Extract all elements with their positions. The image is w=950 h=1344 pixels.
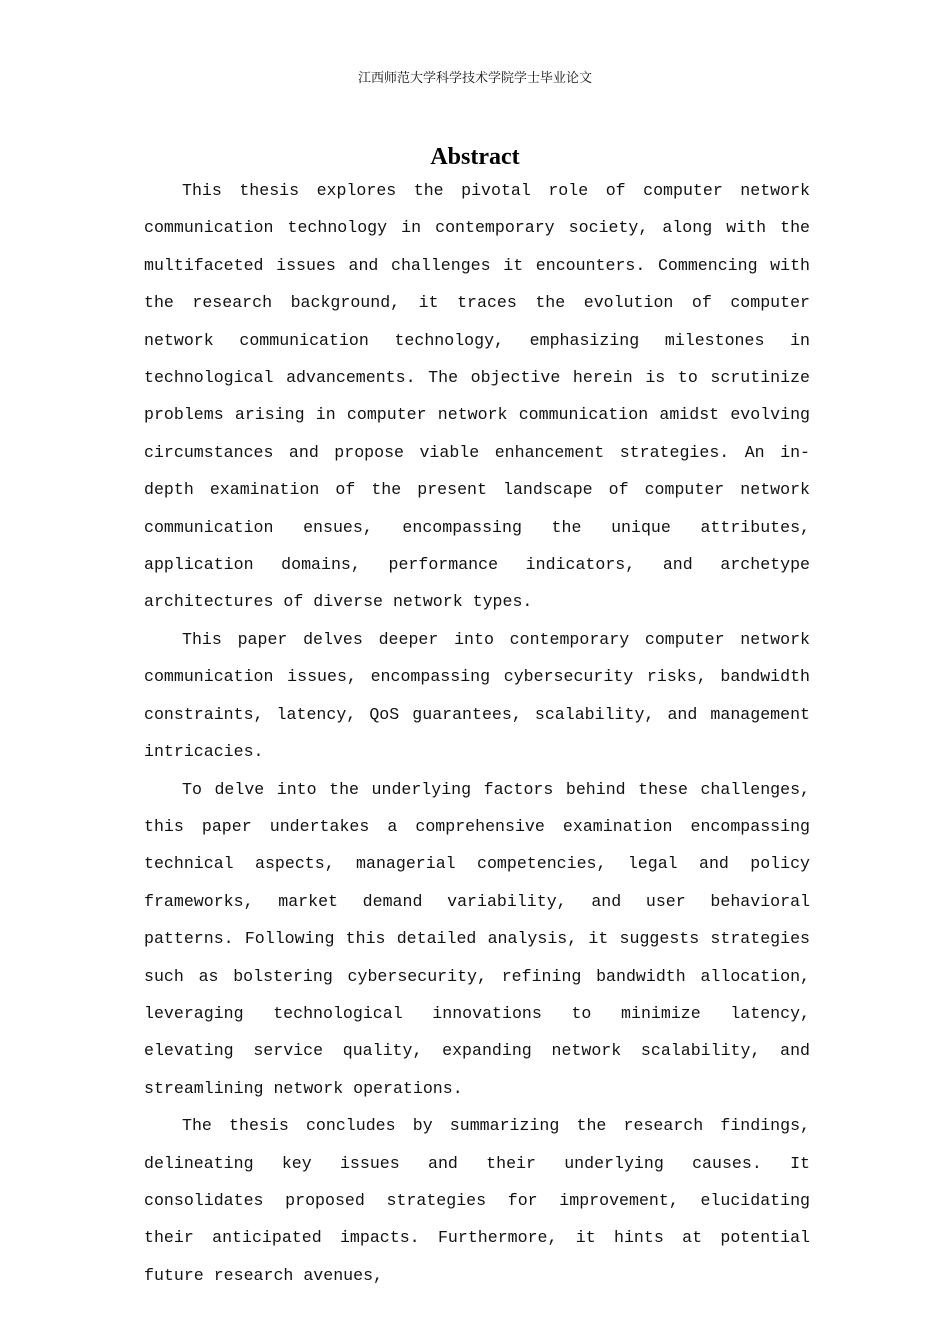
running-header: 江西师范大学科学技术学院学士毕业论文 — [357, 71, 592, 86]
abstract-body — [144, 172, 810, 1294]
abstract-paragraph-4: The thesis concludes by summarizing the research findings, delineating key issues and their underlying causes. It consolidates proposed strategies for improvement, elucidating their anticipated impacts. Furthermore, it hints at potential future research avenues, — [144, 1116, 810, 1285]
abstract-paragraph-2: This paper delves deeper into contemporary computer network communication issues, encompassing cybersecurity risks, bandwidth constraints, latency, QoS guarantees, scalability, and management intricacies. — [144, 629, 810, 762]
abstract-paragraph-1: This thesis explores the pivotal role of computer network communication technology in contemporary society, along with the multifaceted issues and challenges it encounters. Commencing with the research background, it traces the evolution of computer network communication technology, emphasizing milestones in technological advancements. The objective herein is to scrutinize problems arising in computer network communication amidst evolving circumstances and propose viable enhancement strategies. An in-depth examination of the present landscape of computer network communication ensues, encompassing the unique attributes, application domains, performance indicators, and archetype architectures of diverse network types. — [144, 181, 810, 612]
abstract-title: Abstract — [430, 144, 520, 170]
abstract-paragraph-3: To delve into the underlying factors behind these challenges, this paper undertakes a comprehensive examination encompassing technical aspects, managerial competencies, legal and policy frameworks, market demand variability, and user behavioral patterns. Following this detailed analysis, it suggests strategies such as bolstering cybersecurity, refining bandwidth allocation, leveraging technological innovations to minimize latency, elevating service quality, expanding network scalability, and streamlining network operations. — [144, 779, 810, 1098]
